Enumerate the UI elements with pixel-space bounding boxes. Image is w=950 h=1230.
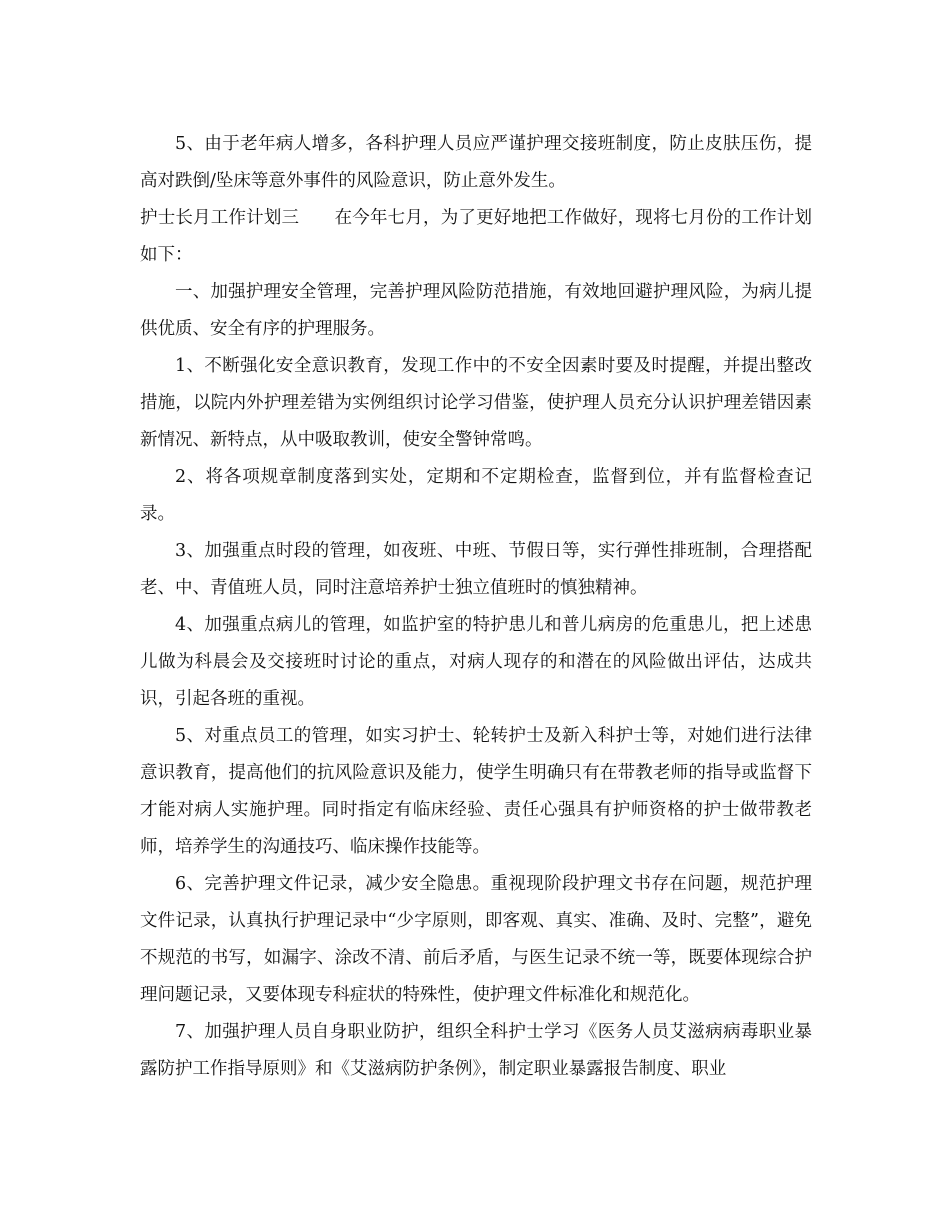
paragraph-fall-prevention: 5、由于老年病人增多，各科护理人员应严谨护理交接班制度，防止皮肤压伤，提高对跌倒/坠床等意外事件的风险意识，防止意外发生。: [140, 134, 812, 191]
paragraph-item-4: 4、加强重点病儿的管理，如监护室的特护患儿和普儿病房的危重患儿，把上述患儿做为科晨会及交接班时讨论的重点，对病人现存的和潜在的风险做出评估，达成共识，引起各班的重视。: [140, 615, 812, 709]
paragraph-item-2: 2、将各项规章制度落到实处，定期和不定期检查，监督到位，并有监督检查记录。: [140, 467, 812, 524]
paragraph-item-5: 5、对重点员工的管理，如实习护士、轮转护士及新入科护士等，对她们进行法律意识教育，提高他们的抗风险意识及能力，使学生明确只有在带教老师的指导或监督下才能对病人实施护理。同时指定有临床经验、责任心强具有护师资格的护士做带教老师，培养学生的沟通技巧、临床操作技能等。: [140, 726, 812, 857]
document-page: [140, 126, 812, 1088]
paragraph-item-1: 1、不断强化安全意识教育，发现工作中的不安全因素时要及时提醒，并提出整改措施，以院内外护理差错为实例组织讨论学习借鉴，使护理人员充分认识护理差错因素新情况、新特点，从中吸取教训，使安全警钟常鸣。: [140, 356, 812, 450]
paragraph-item-7: 7、加强护理人员自身职业防护，组织全科护士学习《医务人员艾滋病病毒职业暴露防护工作指导原则》和《艾滋病防护条例》，制定职业暴露报告制度、职业: [140, 1022, 812, 1079]
paragraph-item-3: 3、加强重点时段的管理，如夜班、中班、节假日等，实行弹性排班制，合理搭配老、中、青值班人员，同时注意培养护士独立值班时的慎独精神。: [140, 541, 812, 598]
paragraph-plan-intro: 护士长月工作计划三 在今年七月，为了更好地把工作做好，现将七月份的工作计划如下：: [140, 208, 812, 265]
paragraph-item-6: 6、完善护理文件记录，减少安全隐患。重视现阶段护理文书存在问题，规范护理文件记录，认真执行护理记录中“少字原则，即客观、真实、准确、及时、完整”，避免不规范的书写，如漏字、涂改不清、前后矛盾，与医生记录不统一等，既要体现综合护理问题记录，又要体现专科症状的特殊性，使护理文件标准化和规范化。: [140, 874, 812, 1005]
paragraph-section-one: 一、加强护理安全管理，完善护理风险防范措施，有效地回避护理风险，为病儿提供优质、安全有序的护理服务。: [140, 282, 812, 339]
